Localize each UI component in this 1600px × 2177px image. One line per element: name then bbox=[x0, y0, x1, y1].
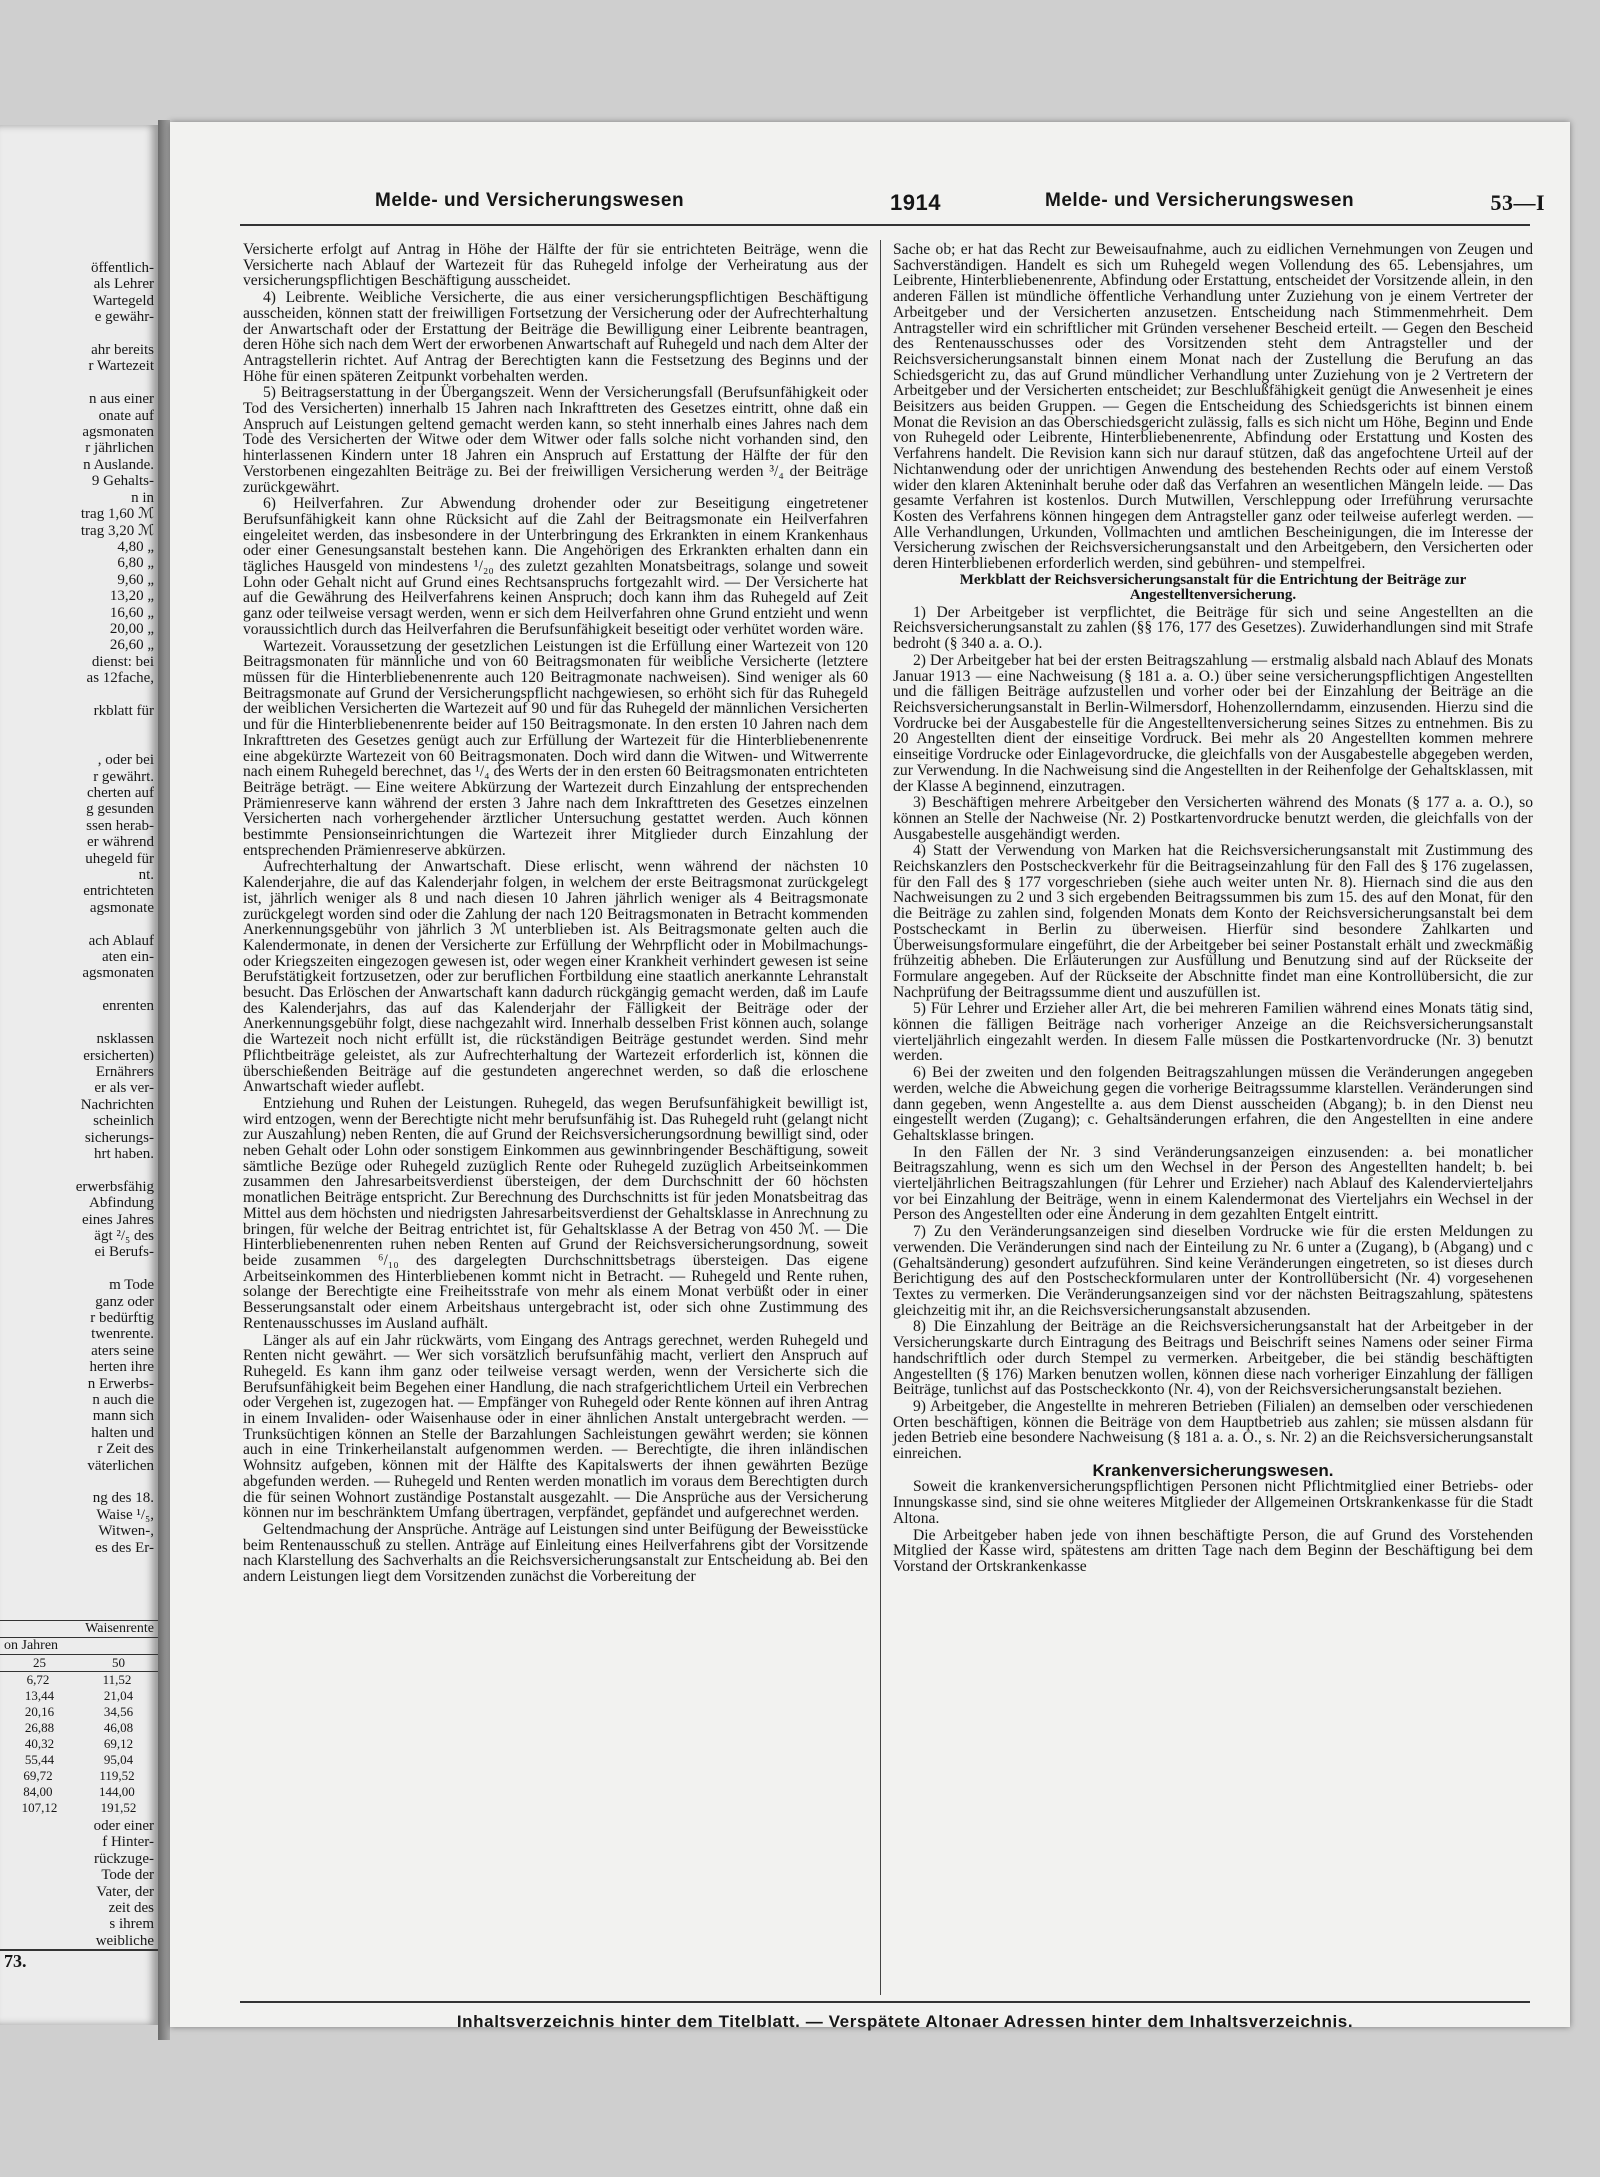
left-fragment-line: g gesunden bbox=[86, 801, 154, 818]
left-fragment-line: r Wartezeit bbox=[88, 358, 154, 375]
left-fragment-line: trag 1,60 ℳ bbox=[80, 506, 154, 523]
table-row bbox=[0, 1720, 158, 1736]
left-fragment-line: r bedürftig bbox=[90, 1310, 154, 1326]
column-separator bbox=[880, 240, 881, 1995]
table-cell: 46,08 bbox=[103, 1720, 134, 1735]
left-fragment-line: sicherungs- bbox=[84, 1129, 154, 1146]
col1-paragraph: Aufrechterhaltung der Anwartschaft. Diese erlischt, wenn während der nächsten 10 Kalenderjahre, die auf das Kalenderjahr folgen, in welchem der erste Beitragsmonat zurückgelegt ist, jährlich weniger als 8 und nach diesen 10 Jahren jährlich weniger als 4 Beitragsmonate zurückgelegt worden sind oder die Zahlung der nach 120 Beitragsmonaten in Betracht kommenden Anerkennungsgebühr von jährlich 3 ℳ unterblieben ist. Als Beitragsmonate gelten auch die Kalendermonate, in denen der Versicherte zur Erfüllung der Wehrpflicht oder in Mobilmachungs- oder Kriegszeiten eingezogen gewesen ist, oder wegen einer Krankheit verhindert gewesen ist seine Berufstätigkeit fortzusetzen, oder zur beruflichen Fortbildung eine staatlich anerkannte Lehranstalt besucht. Das Erlöschen der Anwartschaft kann dadurch rückgängig gemacht werden, daß im Laufe des Kalenderjahrs, das auf das Kalenderjahr der Fälligkeit der Beiträge oder der Anerkennungsgebühr folgt, diese nachgezahlt wird. Innerhalb desselben Frist können auch, solange die Wartezeit noch nicht erfüllt ist, die rückständigen Beiträge gestundet werden. Sind mehr Pflichtbeiträge geleistet, als zur Aufrechterhaltung der Wartezeit erforderlich ist, können die überschießenden Beiträge auf die gestundeten angerechnet werden, so daß die erloschene Anwartschaft wieder auflebt. bbox=[243, 858, 868, 1096]
left-fragment-line: twenrente. bbox=[91, 1326, 154, 1343]
column-right bbox=[893, 242, 1533, 1576]
header-right-title: Melde- und Versicherungswesen bbox=[1045, 190, 1355, 211]
left-fragment-line: 9,60 „ bbox=[117, 571, 154, 588]
left-fragment-line: hrt haben. bbox=[94, 1145, 154, 1162]
table-col-header: 50 bbox=[112, 1655, 125, 1670]
table-cell: 21,04 bbox=[103, 1688, 134, 1703]
header-left-title: Melde- und Versicherungswesen bbox=[375, 190, 685, 211]
table-cell: 144,00 bbox=[99, 1784, 135, 1799]
left-fragment-line: ahr bereits bbox=[91, 342, 154, 359]
table-cell: 40,32 bbox=[24, 1736, 55, 1751]
left-fragment-line: 16,60 „ bbox=[109, 604, 154, 621]
table-cell: 191,52 bbox=[100, 1800, 137, 1815]
left-page-table bbox=[0, 1620, 158, 1972]
left-fragment-line: rückzuge- bbox=[94, 1850, 154, 1867]
col2-paragraph: 8) Die Einzahlung der Beiträge an die Reichsversicherungsanstalt hat der Arbeitgeber in der Versicherungskarte durch Eintragung des Beitrags und Beischrift seines Namens oder seiner Firma handschriftlich oder durch Stempel zu vermerken. Arbeitgeber, die bei ständig beschäftigten Angestellten (§ 176) Marken benutzen wollen, können diese nach vorheriger Einzahlung der fälligen Beiträge, tunlichst auf das Postscheckkonto (Nr. 4), von der Reichsversicherungsanstalt beziehen. bbox=[893, 1318, 1533, 1399]
left-fragment-line: r gewährt. bbox=[93, 768, 154, 785]
left-page-text bbox=[0, 260, 158, 1556]
col1-paragraph: 6) Heilverfahren. Zur Abwendung drohender oder zur Beseitigung eingetretener Berufsunfähigkeit kann ohne Rücksicht auf die Zahl der Beitragsmonate ein Heilverfahren eingeleitet werden, das insbesondere in der Unterbringung des Erkrankten in einem Krankenhaus oder einer Genesungsanstalt bestehen kann. Die Angehörigen des Erkrankten erhalten dann ein tägliches Hausgeld von mindestens ¹/₂₀ des zuletzt gezahlten Monatsbeitrags, solange und soweit Lohn oder Gehalt nicht auf Grund eines Rechtsanspruchs fortgezahlt wird. — Der Versicherte hat auf die Gewährung des Heilverfahrens keinen Anspruch; doch kann ihm das Ruhegeld auf Zeit ganz oder teilweise versagt werden, wenn er sich dem Heilverfahren ohne Grund entzieht und wenn voraussichtlich durch das Heilverfahren die Berufsunfähigkeit beseitigt oder verhütet worden wäre. bbox=[243, 495, 868, 638]
table-row bbox=[0, 1752, 158, 1768]
left-fragment-line: n auch die bbox=[92, 1392, 154, 1409]
left-fragment-line: eines Jahres bbox=[81, 1211, 154, 1228]
left-fragment-line: m Tode bbox=[109, 1277, 154, 1294]
col1-paragraph: Länger als auf ein Jahr rückwärts, vom Eingang des Antrags gerechnet, werden Ruhegeld und Renten nicht gewährt. — Wer sich vorsätzlich berufsunfähig macht, verliert den Anspruch auf Ruhegeld. Es kann ihm ganz oder teilweise versagt werden, wenn der Versicherte sich die Berufsunfähigkeit beim Begehen einer Handlung, die nach strafgerichtlichem Urteil ein Verbrechen oder Vergehen ist, zugezogen hat. — Empfänger von Ruhegeld oder Rente können auf ihren Antrag in einem Invaliden- oder Waisenhause oder in einer ähnlichen Anstalt untergebracht werden. — Trunksüchtigen können an Stelle der Barzahlungen Sachleistungen gewährt werden; sie können auch in eine Trinkerheilanstalt aufgenommen werden. — Berechtigte, die ihren inländischen Wohnsitz aufgeben, können mit der Hälfte des Kapitalswerts der ihnen gewährten Bezüge abgefunden werden. — Ruhegeld und Renten werden monatlich im voraus dem Berechtigten durch die für seinen Wohnort zuständige Postanstalt ausgezahlt. — Die Ansprüche aus der Versicherung können nur im beschränktem Umfang übertragen, verpfändet, gepfändet und aufgerechnet werden. bbox=[243, 1331, 868, 1522]
table-cell: 34,56 bbox=[103, 1704, 134, 1719]
left-fragment-line: 13,20 „ bbox=[109, 588, 154, 605]
left-fragment-line: er während bbox=[86, 834, 154, 851]
table-row bbox=[0, 1784, 158, 1800]
left-fragment-line bbox=[0, 326, 158, 342]
footer-rule bbox=[240, 2001, 1530, 2003]
col2-paragraph: Sache ob; er hat das Recht zur Beweisaufnahme, auch zu eidlichen Vernehmungen von Zeugen und Sachverständigen. Handelt es sich um Ruhegeld wegen Vollendung des 65. Lebensjahres, um Leibrente, Hinterbliebenenrente, Abfindung oder Erstattung, entscheidet der Vorsitzende allein, in den anderen Fällen ist mündliche öffentliche Verhandlung unter Zuziehung von je einem Vertreter der Arbeitgeber und der Versicherten anzusetzen. Entscheidung nach Stimmenmehrheit. Dem Antragsteller wird ein schriftlicher mit Gründen versehener Bescheid erteilt. — Gegen den Bescheid des Rentenausschusses oder des Vorsitzenden steht dem Antragsteller und der Reichsversicherungsanstalt binnen einem Monat nach der Zustellung die Berufung an das Schiedsgericht zu, das auf Grund mündlicher Verhandlung unter Zuziehung von je 2 Vertretern der Arbeitgeber und der Versicherten entscheidet; zur Beschlußfähigkeit genügt die Anwesenheit je eines Beisitzers aus beiden Gruppen. — Gegen die Entscheidung des Schiedsgerichts ist binnen einem Monat die Revision an das Oberschiedsgericht zulässig, falls es sich nicht um Höhe, Beginn und Ende von Ruhegeld oder Leibrente, Hinterbliebenenrente, Abfindung oder Erstattung und Kosten des Verfahrens handelt. Die Revision kann sich nur darauf stützen, daß das angefochtene Urteil auf der Nichtanwendung oder der unrichtigen Anwendung des bestehenden Rechts oder auf einem Verstoß wider den klaren Akteninhalt beruhe oder daß das Verfahren an wesentlichen Mängeln leide. — Das gesamte Verfahren ist kostenlos. Durch Mutwillen, Verschleppung oder Irreführung verursachte Kosten des Verfahrens können hingegen dem Antragsteller ganz oder teilweise auferlegt werden. — Alle Verhandlungen, Urkunden, Vollmachten und amtlichen Bescheinigungen, die im Interesse der Versicherung zwischen der Reichsversicherungsanstalt und den Arbeitgebern, den Versicherten oder deren Hinterbliebenen erforderlich werden, sind gebühren- und stempelfrei. bbox=[893, 241, 1533, 573]
left-fragment-line bbox=[0, 982, 158, 998]
left-fragment-line: Abfindung bbox=[89, 1195, 154, 1212]
left-fragment-line: ersicherten) bbox=[83, 1047, 154, 1064]
left-fragment-line: ach Ablauf bbox=[88, 932, 154, 949]
left-fragment-line: r jährlichen bbox=[85, 440, 154, 457]
left-fragment-line bbox=[0, 1261, 158, 1277]
left-fragment-line: Vater, der bbox=[96, 1883, 154, 1900]
left-fragment-line: Waise ¹/₅, bbox=[96, 1506, 154, 1523]
book-gutter bbox=[158, 120, 170, 2040]
left-fragment-line: ganz oder bbox=[95, 1293, 154, 1310]
left-fragment-line: scheinlich bbox=[93, 1113, 154, 1130]
footer-notice: Inhaltsverzeichnis hinter dem Titelblatt. — Verspätete Altonaer Adressen hinter dem Inhaltsverzeichnis. bbox=[456, 2012, 1354, 2031]
left-footer: 73. bbox=[0, 1949, 158, 1972]
col1-paragraph: Entziehung und Ruhen der Leistungen. Ruhegeld, das wegen Berufsunfähigkeit bewilligt ist, wird entzogen, wenn der Berechtigte nicht mehr berufsunfähig ist. Das Ruhegeld ruht (gelangt nicht zur Auszahlung) neben Renten, die auf Grund der Reichsversicherungsordnung bewilligt sind, oder neben Gehalt oder Lohn oder sonstigem Einkommen aus gewinnbringender Beschäftigung, soweit sämtliche Bezüge oder Ruhegeld zuzüglich Rente oder Ruhegeld zuzüglich Arbeitseinkommen zusammen den Jahresarbeitsverdienst übersteigen, der dem Durchschnitt der 60 höchsten monatlichen Beiträge entspricht. Zur Berechnung des Durchschnitts ist für jeden Monatsbeitrag das Mittel aus dem höchsten und niedrigsten Jahresarbeitsverdienst der Gehaltsklasse in Anrechnung zu bringen, für welche der Beitrag entrichtet ist, für Gehaltsklasse A der Betrag von 450 ℳ. — Die Hinterbliebenenrenten ruhen neben Renten auf Grund der Reichsversicherungsordnung, soweit beide zusammen ⁶/₁₀ des dargelegten Durchschnittsbetrags übersteigen. Das eigene Arbeitseinkommen des Hinterbliebenen kommt nicht in Betracht. — Ruhegeld und Rente ruhen, solange der Berechtigte eine Freiheitsstrafe von mehr als einem Monat verbüßt oder in einer Besserungsanstalt oder einem Arbeitshaus untergebracht ist, oder sich ohne Zustimmung des Rentenausschusses im Ausland aufhält. bbox=[243, 1094, 868, 1332]
table-row bbox=[0, 1672, 158, 1688]
table-cell: 20,16 bbox=[24, 1704, 55, 1719]
left-fragment-line bbox=[0, 1162, 158, 1178]
left-fragment-line: mann sich bbox=[92, 1408, 154, 1425]
left-fragment-line: r Zeit des bbox=[97, 1441, 154, 1458]
table-cell: 11,52 bbox=[102, 1672, 132, 1687]
table-body bbox=[0, 1655, 158, 1816]
left-fragment-line: väterlichen bbox=[87, 1457, 154, 1474]
col2-paragraph: Die Arbeitgeber haben jede von ihnen beschäftigte Person, die auf Grund des Vorstehenden Mitglied der Kasse wird, spätestens am dritten Tage nach dem Beginn der Beschäftigung bei dem Vorstand der Ortskrankenkasse bbox=[893, 1526, 1533, 1575]
table-row bbox=[0, 1688, 158, 1704]
left-fragment-line: enrenten bbox=[102, 998, 154, 1015]
left-fragment-line: er als ver- bbox=[94, 1080, 154, 1097]
col2-paragraph: Krankenversicherungswesen. bbox=[1092, 1460, 1334, 1480]
left-fragment-line: as 12fache, bbox=[86, 670, 154, 687]
left-fragment-line: f Hinter- bbox=[102, 1834, 154, 1851]
table-header-row bbox=[0, 1655, 158, 1672]
left-fragment-line: n Erwerbs- bbox=[87, 1375, 154, 1392]
left-page-fragment bbox=[0, 125, 158, 2025]
left-fragment-line: Nachrichten bbox=[80, 1096, 154, 1113]
col2-paragraph: 1) Der Arbeitgeber ist verpflichtet, die Beiträge für sich und seine Angestellten an die Reichsversicherungsanstalt zu zahlen (§§ 176, 177 des Gesetzes). Zuwiderhandlungen sind mit Strafe bedroht (§ 340 a. a. O.). bbox=[893, 603, 1533, 653]
left-fragment-line: agsmonaten bbox=[82, 424, 154, 441]
header-rule bbox=[240, 224, 1530, 226]
col1-paragraph: 5) Beitragserstattung in der Übergangszeit. Wenn der Versicherungsfall (Berufsunfähigkeit oder Tod des Versicherten) innerhalb 15 Jahren nach Inkrafttreten des Gesetzes eintritt, ohne daß ein Anspruch auf Leistungen geltend gemacht werden kann, so steht innerhalb eines Jahres nach dem Tode des Versicherten der Witwe oder dem Witwer oder falls solche nicht vorhanden sind, den hinterlassenen Kindern unter 18 Jahren ein Anspruch auf Erstattung der Hälfte der für den Verstorbenen eingezahlten Beiträge zu. Bei der freiwilligen Versicherung werden ³/₄ der Beiträge zurückgewährt. bbox=[243, 384, 868, 496]
left-fragment-line bbox=[0, 687, 158, 703]
col2-paragraph: Soweit die krankenversicherungspflichtigen Personen nicht Pflichtmitglied einer Betriebs- oder Innungskasse sind, sind sie ohne weiteres Mitglieder der Allgemeinen Ortskrankenkasse für die Stadt Altona. bbox=[893, 1478, 1533, 1527]
column-left bbox=[243, 242, 868, 1586]
left-fragment-line bbox=[0, 375, 158, 391]
table-cell: 95,04 bbox=[103, 1752, 134, 1767]
left-fragment-line: e gewähr- bbox=[94, 309, 154, 326]
col2-paragraph: 4) Statt der Verwendung von Marken hat die Reichsversicherungsanstalt mit Zustimmung des Reichskanzlers den Postscheckverkehr für die Beitragseinzahlung für den Fall des § 176 zugelassen, für den Fall des § 177 vorgeschrieben (siehe auch weiter unten Nr. 8). Hiernach sind die aus den Nachweisungen zu 2 und 3 sich ergebenden Beitragssummen bis zum 15. des auf den Monat, für den die Beiträge zu zahlen sind, folgenden Monats dem Konto der Reichsversicherungsanstalt bei dem Postscheckamt in Berlin zu überweisen. Hierfür sind besondere Zahlkarten und Überweisungsformulare eingeführt, die der Arbeitgeber bei seiner Postanstalt erhält und zweckmäßig frühzeitig abheben. Die Erläuterungen zur Ausfüllung und Benutzung sind auf der Rückseite der Formulare angegeben. Auf der Rückseite der Abschnitte findet man eine Kontrollübersicht, die zur Nachprüfung der Beitragssumme dient und auszufüllen ist. bbox=[893, 842, 1533, 1001]
left-fragment-line: 20,00 „ bbox=[109, 620, 154, 637]
left-fragment-line bbox=[0, 1015, 158, 1031]
left-fragment-line: 9 Gehalts- bbox=[91, 473, 154, 490]
table-row bbox=[0, 1736, 158, 1752]
left-fragment-line: agsmonate bbox=[89, 899, 154, 916]
left-fragment-line: 26,60 „ bbox=[109, 637, 154, 654]
col1-paragraph: Wartezeit. Voraussetzung der gesetzlichen Leistungen ist die Erfüllung einer Wartezeit von 120 Beitragsmonaten für männliche und von 60 Beitragsmonaten für weibliche Versicherte (letztere müssen für die Hinterbliebenenrente auch 120 Beitragmonate nachweisen). Sind weniger als 60 Beitragsmonate auf Grund der Versicherungspflicht nachgewiesen, so erhöht sich für das Ruhegeld der weiblichen Versicherten die Wartezeit auf 90 und für das Ruhegeld der männlichen Versicherten und für die Hinterbliebenenrente beider auf 150 Beitragsmonate. In den ersten 10 Jahren nach dem Inkrafttreten des Gesetzes genügt auch zur Erfüllung der Wartezeit für die Hinterbliebenenrente eine abgekürzte Wartezeit von 60 Beitragsmonaten. Doch wird dann die Witwen- und Witwerrente nach einem Ruhegeld berechnet, das ¹/₄ des Werts der in den ersten 60 Beitragsmonaten entrichteten Beiträge beträgt. — Eine weitere Abkürzung der Wartezeit durch Einzahlung der entsprechenden Prämienreserve kann während der ersten 3 Jahre nach dem Inkrafttreten des Gesetzes einzelnen Versicherten nach vorhergehender ärztlicher Untersuchung gestattet werden. Auch können bestimmte Pensionseinrichtungen die Wartezeit ihrer Mitglieder durch Einzahlung der entsprechenden Prämienreserve abkürzen. bbox=[243, 637, 868, 859]
left-fragment-line: 4,80 „ bbox=[117, 538, 154, 555]
left-fragment-line: aten ein- bbox=[101, 949, 154, 966]
left-fragment-line: n Auslande. bbox=[83, 456, 154, 473]
table-cell: 13,44 bbox=[24, 1688, 55, 1703]
table-title: Waisenrente bbox=[0, 1620, 158, 1637]
left-fragment-line: 6,80 „ bbox=[117, 555, 154, 572]
left-fragment-line: n in bbox=[131, 489, 154, 506]
left-fragment-line bbox=[0, 736, 158, 752]
col2-paragraph: 7) Zu den Veränderungsanzeigen sind dieselben Vordrucke wie für die ersten Meldungen zu verwenden. Die Veränderungen sind nach der Einteilung zu Nr. 6 unter a (Zugang), b (Abgang) und c (Gehaltsänderung) gesondert aufzuführen. Sind keine Veränderungen eingetreten, so ist dieses durch Berichtigung des auf den Postscheckformularen unter der Kontrollübersicht (Nr. 4) vorgesehenen Textes zu vermerken. Die Veränderungsanzeigen sind vor der nächsten Beitragszahlung, spätestens gleichzeitig mit ihr, an die Reichsversicherungsanstalt abzusenden. bbox=[893, 1223, 1533, 1319]
left-bottom-text bbox=[0, 1818, 158, 1949]
left-fragment-line bbox=[0, 719, 158, 735]
left-fragment-line: öffentlich- bbox=[90, 260, 154, 276]
left-fragment-line: Tode der bbox=[101, 1867, 154, 1884]
col2-paragraph: 6) Bei der zweiten und den folgenden Beitragszahlungen müssen die Veränderungen angegeben werden, welche die Abweichung gegen die vorherige Beitragssumme klarstellen. Veränderungen sind dann gegeben, wenn Angestellte a. aus dem Dienst ausscheiden (Abgang); b. in den Dienst neu eingestellt werden (Zugang); c. Gehaltsänderungen erfahren, die den Angestellten in eine andere Gehaltsklasse bringen. bbox=[893, 1064, 1533, 1144]
left-fragment-line: nt. bbox=[138, 867, 154, 884]
left-fragment-line: , oder bei bbox=[97, 752, 154, 769]
left-fragment-line: erwerbsfähig bbox=[75, 1178, 154, 1195]
header-year: 1914 bbox=[890, 190, 941, 215]
left-fragment-line: s ihrem bbox=[109, 1916, 154, 1933]
left-fragment-line bbox=[0, 1474, 158, 1490]
left-fragment-line: trag 3,20 ℳ bbox=[80, 522, 154, 539]
table-row bbox=[0, 1768, 158, 1784]
table-subtitle: on Jahren bbox=[0, 1637, 158, 1655]
left-fragment-line: oder einer bbox=[93, 1818, 154, 1834]
table-col-header: 25 bbox=[33, 1655, 46, 1670]
left-fragment-line: rkblatt für bbox=[93, 702, 154, 719]
left-fragment-line: halten und bbox=[91, 1424, 154, 1441]
left-fragment-line: weibliche bbox=[95, 1932, 154, 1949]
left-fragment-line: Witwen-, bbox=[98, 1523, 154, 1540]
left-fragment-line: entrichteten bbox=[83, 883, 154, 900]
left-fragment-line: es des Er- bbox=[95, 1539, 154, 1556]
left-fragment-line: herten ihre bbox=[89, 1359, 154, 1376]
col1-paragraph: Versicherte erfolgt auf Antrag in Höhe der Hälfte der für sie entrichteten Beiträge, wenn die Versicherte nach Ablauf der Wartezeit für das Ruhegeld infolge der Verheiratung aus der versicherungspflichtigen Beschäftigung ausscheidet. bbox=[243, 241, 868, 290]
col2-paragraph: Merkblatt der Reichsversicherungsanstalt für die Entrichtung der Beiträge zur Angestelltenversicherung. bbox=[959, 571, 1467, 604]
table-cell: 55,44 bbox=[24, 1752, 55, 1767]
col2-paragraph: 5) Für Lehrer und Erzieher aller Art, die bei mehreren Familien während eines Monats tätig sind, können die fälligen Beiträge nach vorheriger Anzeige an die Reichsversicherungsanstalt vierteljährlich eingezahlt werden. In diesem Falle müssen die Postkartenvordrucke (Nr. 3) benutzt werden. bbox=[893, 1000, 1533, 1065]
table-cell: 26,88 bbox=[24, 1720, 55, 1735]
col2-paragraph: In den Fällen der Nr. 3 sind Veränderungsanzeigen einzusenden: a. bei monatlicher Beitragszahlung, wenn es sich um den Wechsel in der Person des Angestellten handelt; b. bei vierteljährlichen Beitragszahlungen (für Lehrer und Erzieher) nach Ablauf des Kalendervierteljahrs vor bei Einzahlung der Beiträge, wenn in einem Kalendermonat des Vierteljahrs ein Wechsel in der Person des Angestellten oder eine Änderung in dem gezahlten Entgelt eintritt. bbox=[893, 1143, 1533, 1224]
left-fragment-line: ssen herab- bbox=[86, 817, 154, 834]
left-fragment-line bbox=[0, 916, 158, 932]
left-fragment-line: ng des 18. bbox=[92, 1490, 154, 1507]
table-cell: 69,72 bbox=[23, 1768, 53, 1783]
left-fragment-line: als Lehrer bbox=[93, 276, 154, 293]
left-fragment-line: uhegeld für bbox=[85, 850, 154, 867]
left-fragment-line: aters seine bbox=[91, 1342, 154, 1359]
col2-paragraph: 3) Beschäftigen mehrere Arbeitgeber den Versicherten während des Monats (§ 177 a. a. O.), so können an Stelle der Nachweise (Nr. 2) Postkartenvordrucke benutzt werden, die gleichfalls von der Ausgabestelle ausgehändigt werden. bbox=[893, 794, 1533, 843]
table-cell: 84,00 bbox=[23, 1784, 53, 1799]
table-cell: 119,52 bbox=[99, 1768, 135, 1783]
left-fragment-line: Wartegeld bbox=[92, 292, 154, 309]
table-cell: 6,72 bbox=[26, 1672, 50, 1687]
left-fragment-line: nsklassen bbox=[96, 1031, 154, 1048]
left-fragment-line: ei Berufs- bbox=[94, 1244, 154, 1261]
left-fragment-line: ägt ²/₅ des bbox=[94, 1227, 154, 1244]
running-header bbox=[205, 190, 1545, 218]
col1-paragraph: 4) Leibrente. Weibliche Versicherte, die aus einer versicherungspflichtigen Beschäftigung ausscheiden, können statt der freiwilligen Fortsetzung der Versicherung oder der Aufrechterhaltung der Anwartschaft oder der Erstattung der Beiträge die Bewilligung einer Leibrente beantragen, deren Höhe sich nach dem Wert der erworbenen Anwartschaft auf Ruhegeld und nach dem Alter der Antragstellerin richtet. Auf Antrag der Berechtigten kann die Festsetzung des Beginns und der Höhe für einen späteren Zeitpunkt vorbehalten werden. bbox=[243, 289, 869, 385]
left-fragment-line: onate auf bbox=[98, 407, 154, 424]
table-cell: 107,12 bbox=[21, 1800, 58, 1815]
table-row bbox=[0, 1800, 158, 1816]
table-row bbox=[0, 1704, 158, 1720]
left-fragment-line: zeit des bbox=[108, 1900, 154, 1917]
col1-paragraph: Geltendmachung der Ansprüche. Anträge auf Leistungen sind unter Beifügung der Beweisstücke beim Rentenausschuß zu stellen. Anträge auf Einleitung eines Heilverfahrens gibt der Vorsitzende nach Klarstellung des Sachverhalts an die Reichsversicherungsanstalt zur Entscheidung ab. Bei den andern Leistungen liegt dem Vorsitzenden zunächst die Vorbereitung der bbox=[243, 1520, 868, 1586]
page-number: 53—I bbox=[1490, 190, 1545, 215]
left-fragment-line: cherten auf bbox=[86, 785, 154, 801]
col2-paragraph: 2) Der Arbeitgeber hat bei der ersten Beitragszahlung — erstmalig alsbald nach Ablauf des Monats Januar 1913 — eine Nachweisung (§ 181 a. a. O.) über seine versicherungspflichtigen Angestellten und die fälligen Beiträge aufzustellen und vorher oder bei der Einzahlung der Beiträge an die Reichsversicherungsanstalt in Berlin-Wilmersdorf, Hohenzollerndamm, einzusenden. Hierzu sind die Vordrucke bei der Ausgabestelle für die Angestelltenversicherung seines Sitzes zu entnehmen. Bis zu 20 Angestellten dient der einseitige Vordruck. Bei mehr als 20 Angestellten kommen mehrere einseitige Vordrucke oder Einlagevordrucke, die gleichfalls von der Ausgabestelle abgegeben werden, zur Verwendung. In die Nachweisung sind die Angestellten in der Reihenfolge der Gehaltsklassen, mit der Klasse A beginnend, einzutragen. bbox=[893, 651, 1533, 795]
left-fragment-line: dienst: bei bbox=[91, 653, 154, 670]
left-fragment-line: n aus einer bbox=[89, 391, 154, 408]
table-cell: 69,12 bbox=[103, 1736, 134, 1751]
left-fragment-line: Ernährers bbox=[95, 1063, 154, 1080]
left-fragment-line: agsmonaten bbox=[82, 965, 154, 982]
col2-paragraph: 9) Arbeitgeber, die Angestellte in mehreren Betrieben (Filialen) an demselben oder verschiedenen Orten beschäftigen, können die Beiträge von dem Hauptbetrieb aus zahlen; sie müssen alsdann für jeden Betrieb eine besondere Nachweisung (§ 181 a. a. O., s. Nr. 2) an die Reichsversicherungsanstalt einreichen. bbox=[893, 1397, 1533, 1463]
